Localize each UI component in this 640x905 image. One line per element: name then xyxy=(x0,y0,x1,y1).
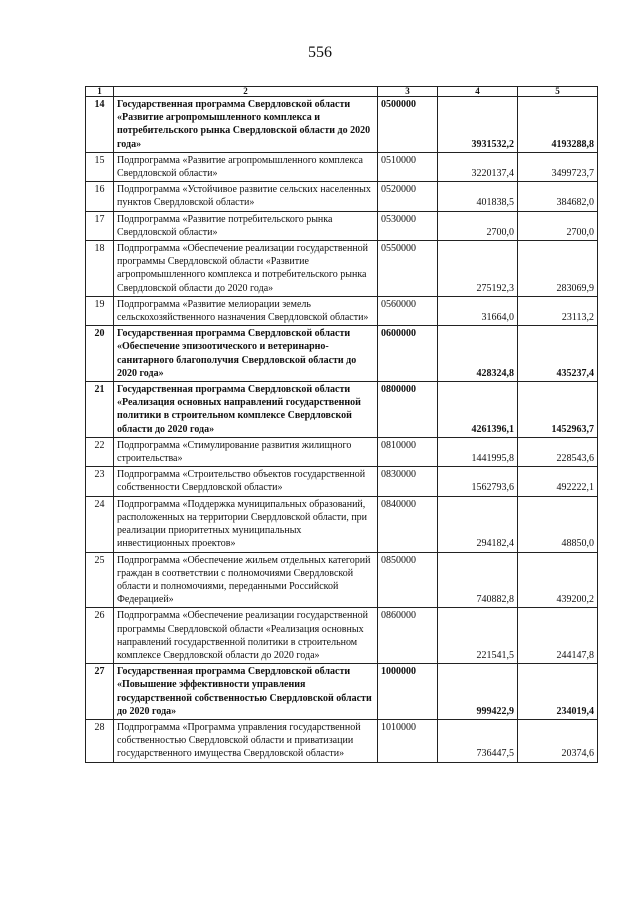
code-cell: 0800000 xyxy=(378,382,438,438)
program-name-cell: Подпрограмма «Обеспечение реализации государственной программы Свердловской области «Развитие агропромышленного комплекса и потребительского рынка Свердловской области до 2020 года» xyxy=(114,241,378,297)
table-row xyxy=(86,182,598,211)
table-header-row xyxy=(86,87,598,97)
code-cell: 0860000 xyxy=(378,608,438,664)
program-name-cell: Государственная программа Свердловской области «Реализация основных направлений государственной политики в строительном комплексе Свердловской области до 2020 года» xyxy=(114,382,378,438)
row-number-cell: 25 xyxy=(86,552,114,608)
column-header: 2 xyxy=(114,87,378,97)
amount-col5-cell: 228543,6 xyxy=(518,437,598,466)
table-row xyxy=(86,382,598,438)
row-number-cell: 28 xyxy=(86,719,114,762)
amount-col4-cell: 4261396,1 xyxy=(438,382,518,438)
program-name-cell: Подпрограмма «Обеспечение жильем отдельных категорий граждан в соответствии с полномочиями Свердловской области и полномочиями, переданными Российской Федерацией» xyxy=(114,552,378,608)
code-cell: 0520000 xyxy=(378,182,438,211)
amount-col5-cell: 1452963,7 xyxy=(518,382,598,438)
amount-col4-cell: 31664,0 xyxy=(438,296,518,325)
code-cell: 0510000 xyxy=(378,152,438,181)
budget-table xyxy=(85,86,598,763)
amount-col5-cell: 3499723,7 xyxy=(518,152,598,181)
table-row xyxy=(86,326,598,382)
amount-col5-cell: 384682,0 xyxy=(518,182,598,211)
column-header: 5 xyxy=(518,87,598,97)
row-number-cell: 21 xyxy=(86,382,114,438)
row-number-cell: 23 xyxy=(86,467,114,496)
amount-col4-cell: 3931532,2 xyxy=(438,97,518,153)
amount-col5-cell: 439200,2 xyxy=(518,552,598,608)
amount-col5-cell: 435237,4 xyxy=(518,326,598,382)
amount-col5-cell: 48850,0 xyxy=(518,496,598,552)
amount-col4-cell: 1562793,6 xyxy=(438,467,518,496)
amount-col5-cell: 492222,1 xyxy=(518,467,598,496)
code-cell: 1000000 xyxy=(378,664,438,720)
code-cell: 0550000 xyxy=(378,241,438,297)
program-name-cell: Подпрограмма «Поддержка муниципальных образований, расположенных на территории Свердловской области, при реализации приоритетных муниципальных инвестиционных проектов» xyxy=(114,496,378,552)
amount-col4-cell: 275192,3 xyxy=(438,241,518,297)
code-cell: 1010000 xyxy=(378,719,438,762)
column-header: 4 xyxy=(438,87,518,97)
amount-col5-cell: 244147,8 xyxy=(518,608,598,664)
code-cell: 0810000 xyxy=(378,437,438,466)
amount-col4-cell: 221541,5 xyxy=(438,608,518,664)
row-number-cell: 20 xyxy=(86,326,114,382)
amount-col5-cell: 2700,0 xyxy=(518,211,598,240)
amount-col4-cell: 736447,5 xyxy=(438,719,518,762)
page-number: 556 xyxy=(308,44,332,61)
program-name-cell: Подпрограмма «Обеспечение реализации государственной программы Свердловской области «Реализация основных направлений государственной политики в строительном комплексе Свердловской области до 2020 года» xyxy=(114,608,378,664)
table-row xyxy=(86,664,598,720)
amount-col5-cell: 20374,6 xyxy=(518,719,598,762)
amount-col5-cell: 234019,4 xyxy=(518,664,598,720)
row-number-cell: 22 xyxy=(86,437,114,466)
table-row xyxy=(86,437,598,466)
amount-col4-cell: 999422,9 xyxy=(438,664,518,720)
amount-col4-cell: 3220137,4 xyxy=(438,152,518,181)
row-number-cell: 17 xyxy=(86,211,114,240)
program-name-cell: Подпрограмма «Программа управления государственной собственностью Свердловской области и приватизации государственного имущества Свердловской области» xyxy=(114,719,378,762)
amount-col4-cell: 294182,4 xyxy=(438,496,518,552)
table-row xyxy=(86,211,598,240)
program-name-cell: Государственная программа Свердловской области «Повышение эффективности управления государственной собственностью Свердловской области до 2020 года» xyxy=(114,664,378,720)
code-cell: 0830000 xyxy=(378,467,438,496)
code-cell: 0560000 xyxy=(378,296,438,325)
table-row xyxy=(86,467,598,496)
row-number-cell: 15 xyxy=(86,152,114,181)
row-number-cell: 14 xyxy=(86,97,114,153)
table-row xyxy=(86,296,598,325)
row-number-cell: 24 xyxy=(86,496,114,552)
row-number-cell: 18 xyxy=(86,241,114,297)
amount-col4-cell: 740882,8 xyxy=(438,552,518,608)
amount-col5-cell: 4193288,8 xyxy=(518,97,598,153)
table-row xyxy=(86,496,598,552)
code-cell: 0500000 xyxy=(378,97,438,153)
program-name-cell: Подпрограмма «Строительство объектов государственной собственности Свердловской области» xyxy=(114,467,378,496)
code-cell: 0530000 xyxy=(378,211,438,240)
column-header: 3 xyxy=(378,87,438,97)
program-name-cell: Государственная программа Свердловской области «Развитие агропромышленного комплекса и потребительского рынка Свердловской области до 2020 года» xyxy=(114,97,378,153)
code-cell: 0850000 xyxy=(378,552,438,608)
table-row xyxy=(86,97,598,153)
row-number-cell: 19 xyxy=(86,296,114,325)
code-cell: 0840000 xyxy=(378,496,438,552)
amount-col5-cell: 23113,2 xyxy=(518,296,598,325)
table-row xyxy=(86,552,598,608)
amount-col4-cell: 2700,0 xyxy=(438,211,518,240)
program-name-cell: Подпрограмма «Развитие агропромышленного комплекса Свердловской области» xyxy=(114,152,378,181)
code-cell: 0600000 xyxy=(378,326,438,382)
program-name-cell: Государственная программа Свердловской области «Обеспечение эпизоотического и ветеринарно-санитарного благополучия Свердловской области до 2020 года» xyxy=(114,326,378,382)
amount-col5-cell: 283069,9 xyxy=(518,241,598,297)
row-number-cell: 26 xyxy=(86,608,114,664)
table-row xyxy=(86,719,598,762)
amount-col4-cell: 428324,8 xyxy=(438,326,518,382)
table-row xyxy=(86,152,598,181)
program-name-cell: Подпрограмма «Стимулирование развития жилищного строительства» xyxy=(114,437,378,466)
column-header: 1 xyxy=(86,87,114,97)
table-row xyxy=(86,241,598,297)
program-name-cell: Подпрограмма «Устойчивое развитие сельских населенных пунктов Свердловской области» xyxy=(114,182,378,211)
row-number-cell: 16 xyxy=(86,182,114,211)
row-number-cell: 27 xyxy=(86,664,114,720)
program-name-cell: Подпрограмма «Развитие потребительского рынка Свердловской области» xyxy=(114,211,378,240)
amount-col4-cell: 1441995,8 xyxy=(438,437,518,466)
amount-col4-cell: 401838,5 xyxy=(438,182,518,211)
table-row xyxy=(86,608,598,664)
program-name-cell: Подпрограмма «Развитие мелиорации земель сельскохозяйственного назначения Свердловской области» xyxy=(114,296,378,325)
